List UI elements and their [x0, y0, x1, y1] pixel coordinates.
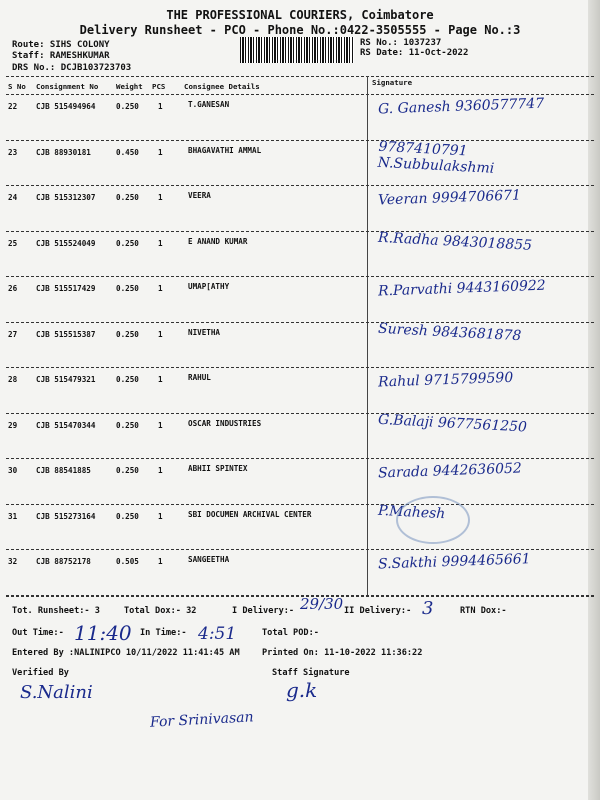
row-separator [6, 504, 594, 505]
row-weight: 0.250 [116, 420, 139, 430]
row-consignment-no: CJB 515479321 [36, 375, 96, 384]
row-consignee: OSCAR INDUSTRIES [188, 418, 262, 428]
row-separator [6, 140, 594, 141]
row-signature: R.Parvathi 9443160922 [377, 277, 546, 300]
row-consignee: RAHUL [188, 373, 211, 382]
i-delivery-label: I Delivery:- [232, 606, 295, 616]
row-sno: 28 [8, 375, 18, 384]
staff-signature-handwritten: g.k [286, 678, 318, 702]
out-time-label: Out Time:- [12, 628, 64, 638]
verified-by-label: Verified By [12, 668, 69, 678]
row-consignee: T.GANESAN [188, 100, 230, 109]
in-time-handwritten: 4:51 [198, 624, 237, 644]
row-signature: 9787410791 N.Subbulakshmi [377, 138, 495, 177]
row-separator [6, 367, 594, 368]
row-pcs: 1 [158, 557, 163, 566]
table-top-rule [6, 76, 594, 77]
col-consignment: Consignment No [36, 82, 99, 91]
row-sno: 26 [8, 284, 18, 293]
row-separator [6, 185, 594, 186]
row-separator [6, 276, 594, 277]
row-consignment-no: CJB 515517429 [36, 284, 96, 293]
row-consignment-no: CJB 88930181 [36, 147, 91, 157]
row-weight: 0.450 [116, 147, 139, 157]
col-sno: S No [8, 82, 26, 91]
row-sno: 23 [8, 147, 18, 157]
row-separator [6, 231, 594, 232]
row-signature: R.Radha 9843018855 [377, 229, 533, 254]
row-sno: 32 [8, 557, 18, 566]
rs-number: RS No.: 1037237 [360, 38, 442, 48]
row-weight: 0.250 [116, 102, 139, 111]
row-weight: 0.250 [116, 193, 139, 202]
row-consignee: VEERA [188, 191, 211, 200]
row-pcs: 1 [158, 238, 163, 248]
row-consignee: ABHII SPINTEX [188, 464, 248, 473]
row-separator [6, 458, 594, 459]
row-sno: 25 [8, 238, 18, 248]
route-label: Route: SIHS COLONY [12, 40, 110, 50]
row-pcs: 1 [158, 420, 163, 430]
row-consignee: E ANAND KUMAR [188, 236, 248, 246]
row-consignment-no: CJB 515494964 [36, 102, 96, 111]
row-signature: Suresh 9843681878 [377, 320, 522, 344]
out-time-handwritten: 11:40 [74, 621, 132, 645]
row-pcs: 1 [158, 511, 163, 521]
row-consignment-no: CJB 515470344 [36, 420, 96, 430]
row-consignment-no: CJB 515312307 [36, 193, 96, 202]
row-separator [6, 322, 594, 323]
total-dox: Total Dox:- 32 [124, 606, 197, 616]
drs-number: DRS No.: DCJB103723703 [12, 63, 132, 73]
row-consignment-no: CJB 88541885 [36, 466, 91, 475]
signature-column-divider [367, 76, 368, 596]
row-separator [6, 549, 594, 550]
row-pcs: 1 [158, 466, 163, 475]
ii-delivery-label: II Delivery:- [344, 606, 412, 616]
row-signature: S.Sakthi 9994465661 [377, 551, 531, 573]
col-weight: Weight [116, 82, 143, 91]
row-pcs: 1 [158, 284, 163, 293]
row-consignment-no: CJB 515515387 [36, 329, 96, 339]
row-pcs: 1 [158, 102, 163, 111]
barcode [240, 37, 354, 63]
rtn-dox: RTN Dox:- [460, 606, 507, 616]
table-header-rule [6, 94, 594, 95]
company-title: THE PROFESSIONAL COURIERS, Coimbatore [166, 8, 434, 22]
row-consignee: NIVETHA [188, 327, 221, 337]
row-sno: 29 [8, 420, 18, 430]
row-weight: 0.250 [116, 466, 139, 475]
row-signature: Veeran 9994706671 [377, 187, 522, 209]
row-weight: 0.250 [116, 511, 139, 521]
row-separator [6, 413, 594, 414]
col-pcs: PCS [152, 82, 166, 91]
row-pcs: 1 [158, 375, 163, 384]
row-sno: 24 [8, 193, 18, 202]
col-signature: Signature [372, 78, 413, 87]
tot-runsheet: Tot. Runsheet:- 3 [12, 606, 100, 616]
row-weight: 0.250 [116, 375, 139, 384]
row-consignee: UMAP[ATHY [188, 282, 230, 291]
row-consignee: SANGEETHA [188, 555, 230, 564]
total-pod: Total POD:- [262, 628, 319, 638]
row-consignment-no: CJB 515273164 [36, 511, 96, 521]
row-pcs: 1 [158, 147, 163, 157]
row-signature: G. Ganesh 9360577747 [377, 95, 545, 118]
staff-signature-label: Staff Signature [272, 668, 350, 678]
row-weight: 0.250 [116, 329, 139, 339]
row-signature: G.Balaji 9677561250 [377, 411, 528, 436]
printed-on: Printed On: 11-10-2022 11:36:22 [262, 648, 423, 658]
row-consignment-no: CJB 88752178 [36, 557, 91, 566]
runsheet-subtitle: Delivery Runsheet - PCO - Phone No.:0422-3505555 - Page No.:3 [79, 23, 521, 37]
row-signature: Rahul 9715799590 [377, 369, 514, 391]
row-consignee: BHAGAVATHI AMMAL [188, 145, 262, 155]
rs-date: RS Date: 11-Oct-2022 [360, 48, 469, 58]
in-time-label: In Time:- [140, 628, 187, 638]
row-sno: 27 [8, 329, 18, 339]
row-signature: Sarada 9442636052 [377, 460, 523, 482]
verified-signature: S.Nalini [20, 682, 93, 703]
office-stamp [396, 496, 470, 544]
row-sno: 30 [8, 466, 18, 475]
i-delivery-handwritten: 29/30 [300, 595, 344, 613]
row-weight: 0.250 [116, 238, 139, 248]
row-sno: 22 [8, 102, 18, 111]
row-consignment-no: CJB 515524049 [36, 238, 96, 248]
bottom-handwritten-note: For Srinivasan [149, 709, 254, 731]
row-consignee: SBI DOCUMEN ARCHIVAL CENTER [188, 509, 312, 519]
row-pcs: 1 [158, 193, 163, 202]
row-signature: P.Mahesh [377, 502, 446, 522]
ii-delivery-handwritten: 3 [422, 598, 434, 619]
scan-edge [588, 0, 600, 800]
col-consignee: Consignee Details [184, 82, 260, 91]
row-weight: 0.250 [116, 284, 139, 293]
row-sno: 31 [8, 511, 18, 521]
row-pcs: 1 [158, 329, 163, 339]
entered-by: Entered By :NALINIPCO 10/11/2022 11:41:45 AM [12, 648, 240, 658]
staff-label: Staff: RAMESHKUMAR [12, 51, 110, 61]
row-weight: 0.505 [116, 557, 139, 566]
